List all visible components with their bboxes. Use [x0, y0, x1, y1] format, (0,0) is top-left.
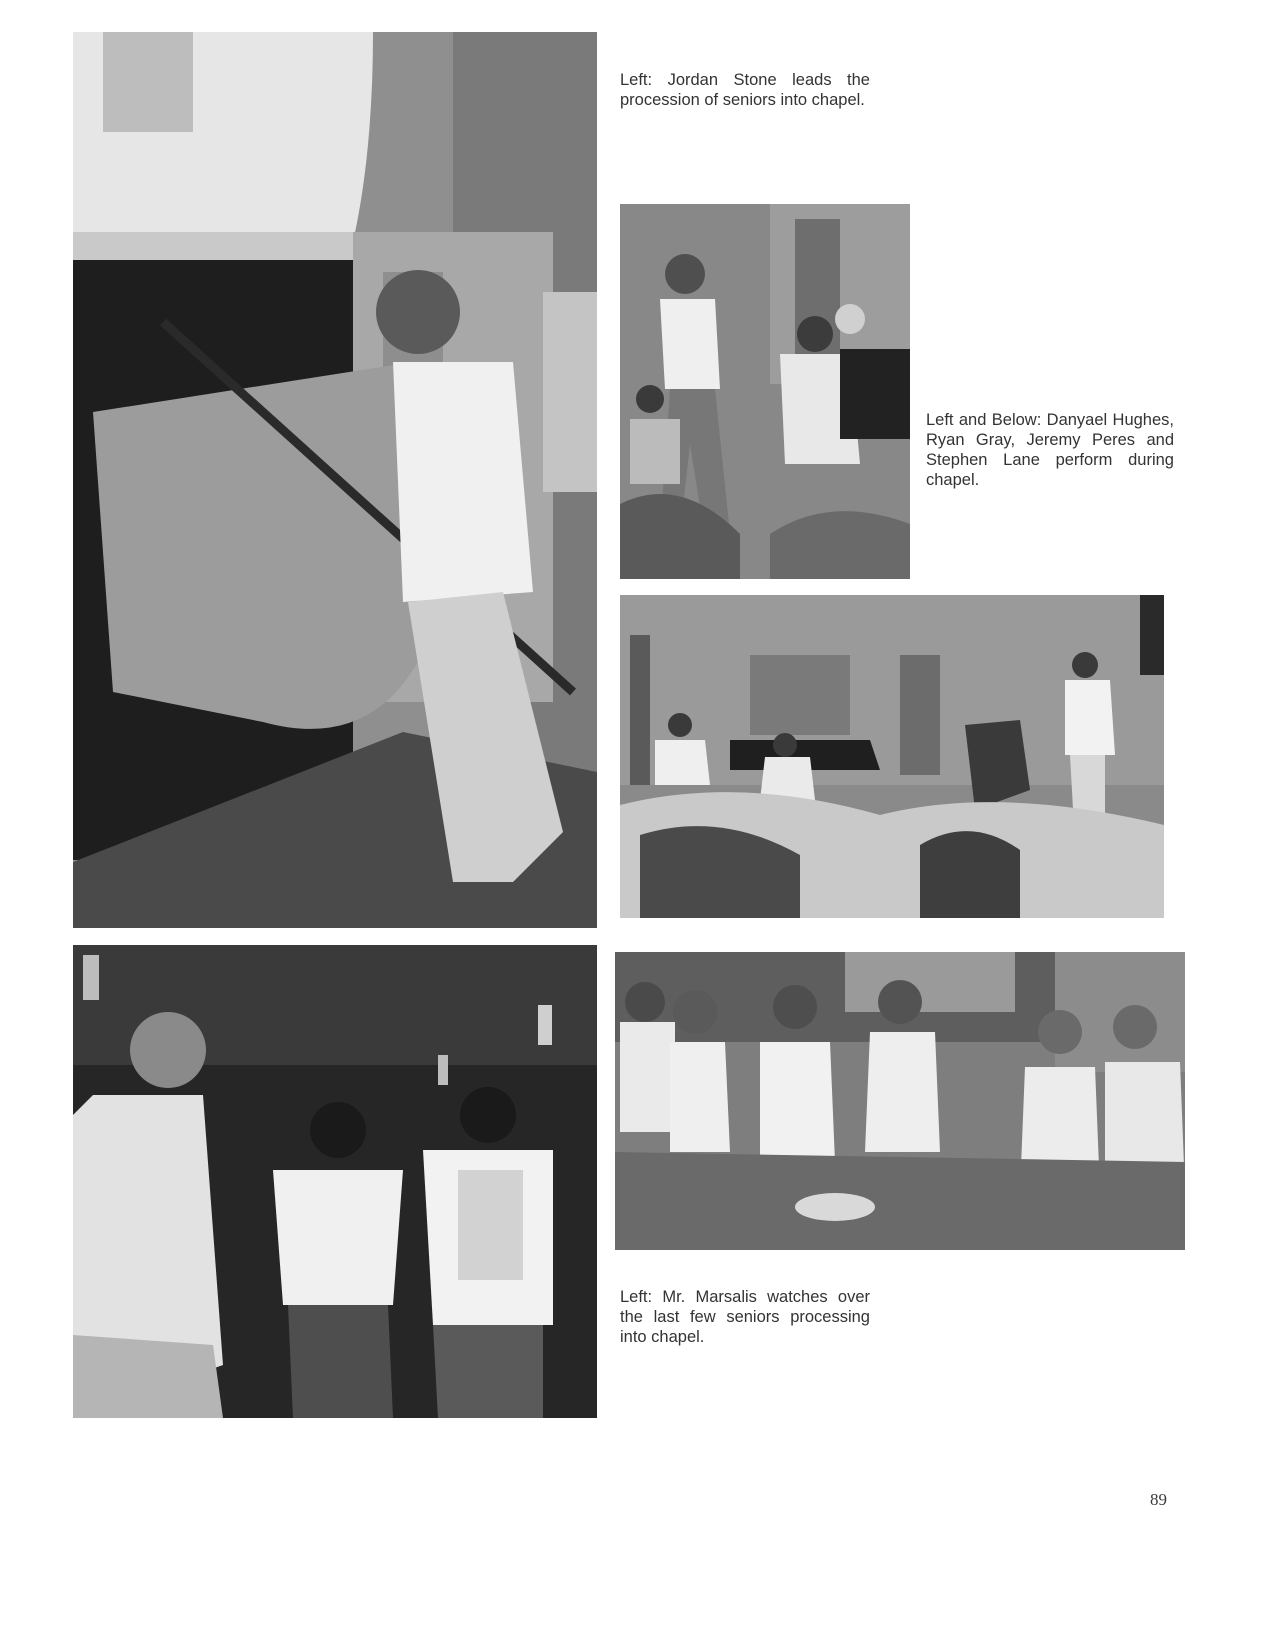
photo-singer-performance-image	[620, 204, 910, 579]
photo-chapel-band-image	[620, 595, 1164, 918]
caption-marsalis: Left: Mr. Marsalis watches over the last few seniors processing into chapel.	[620, 1288, 870, 1346]
photo-seniors-processing-image	[615, 952, 1185, 1250]
page-number: 89	[1150, 1490, 1167, 1509]
photo-marsalis-watching-image	[73, 945, 597, 1418]
photo-singer-performance	[620, 204, 910, 579]
photo-banner-procession-image	[73, 32, 597, 928]
caption-performance: Left and Below: Danyael Hughes, Ryan Gray, Jeremy Peres and Stephen Lane perform during chapel.	[926, 411, 1174, 489]
photo-marsalis-watching	[73, 945, 597, 1418]
photo-chapel-band	[620, 595, 1164, 918]
photo-banner-procession	[73, 32, 597, 928]
photo-seniors-processing	[615, 952, 1185, 1250]
caption-procession: Left: Jordan Stone leads the procession of seniors into chapel.	[620, 71, 870, 109]
